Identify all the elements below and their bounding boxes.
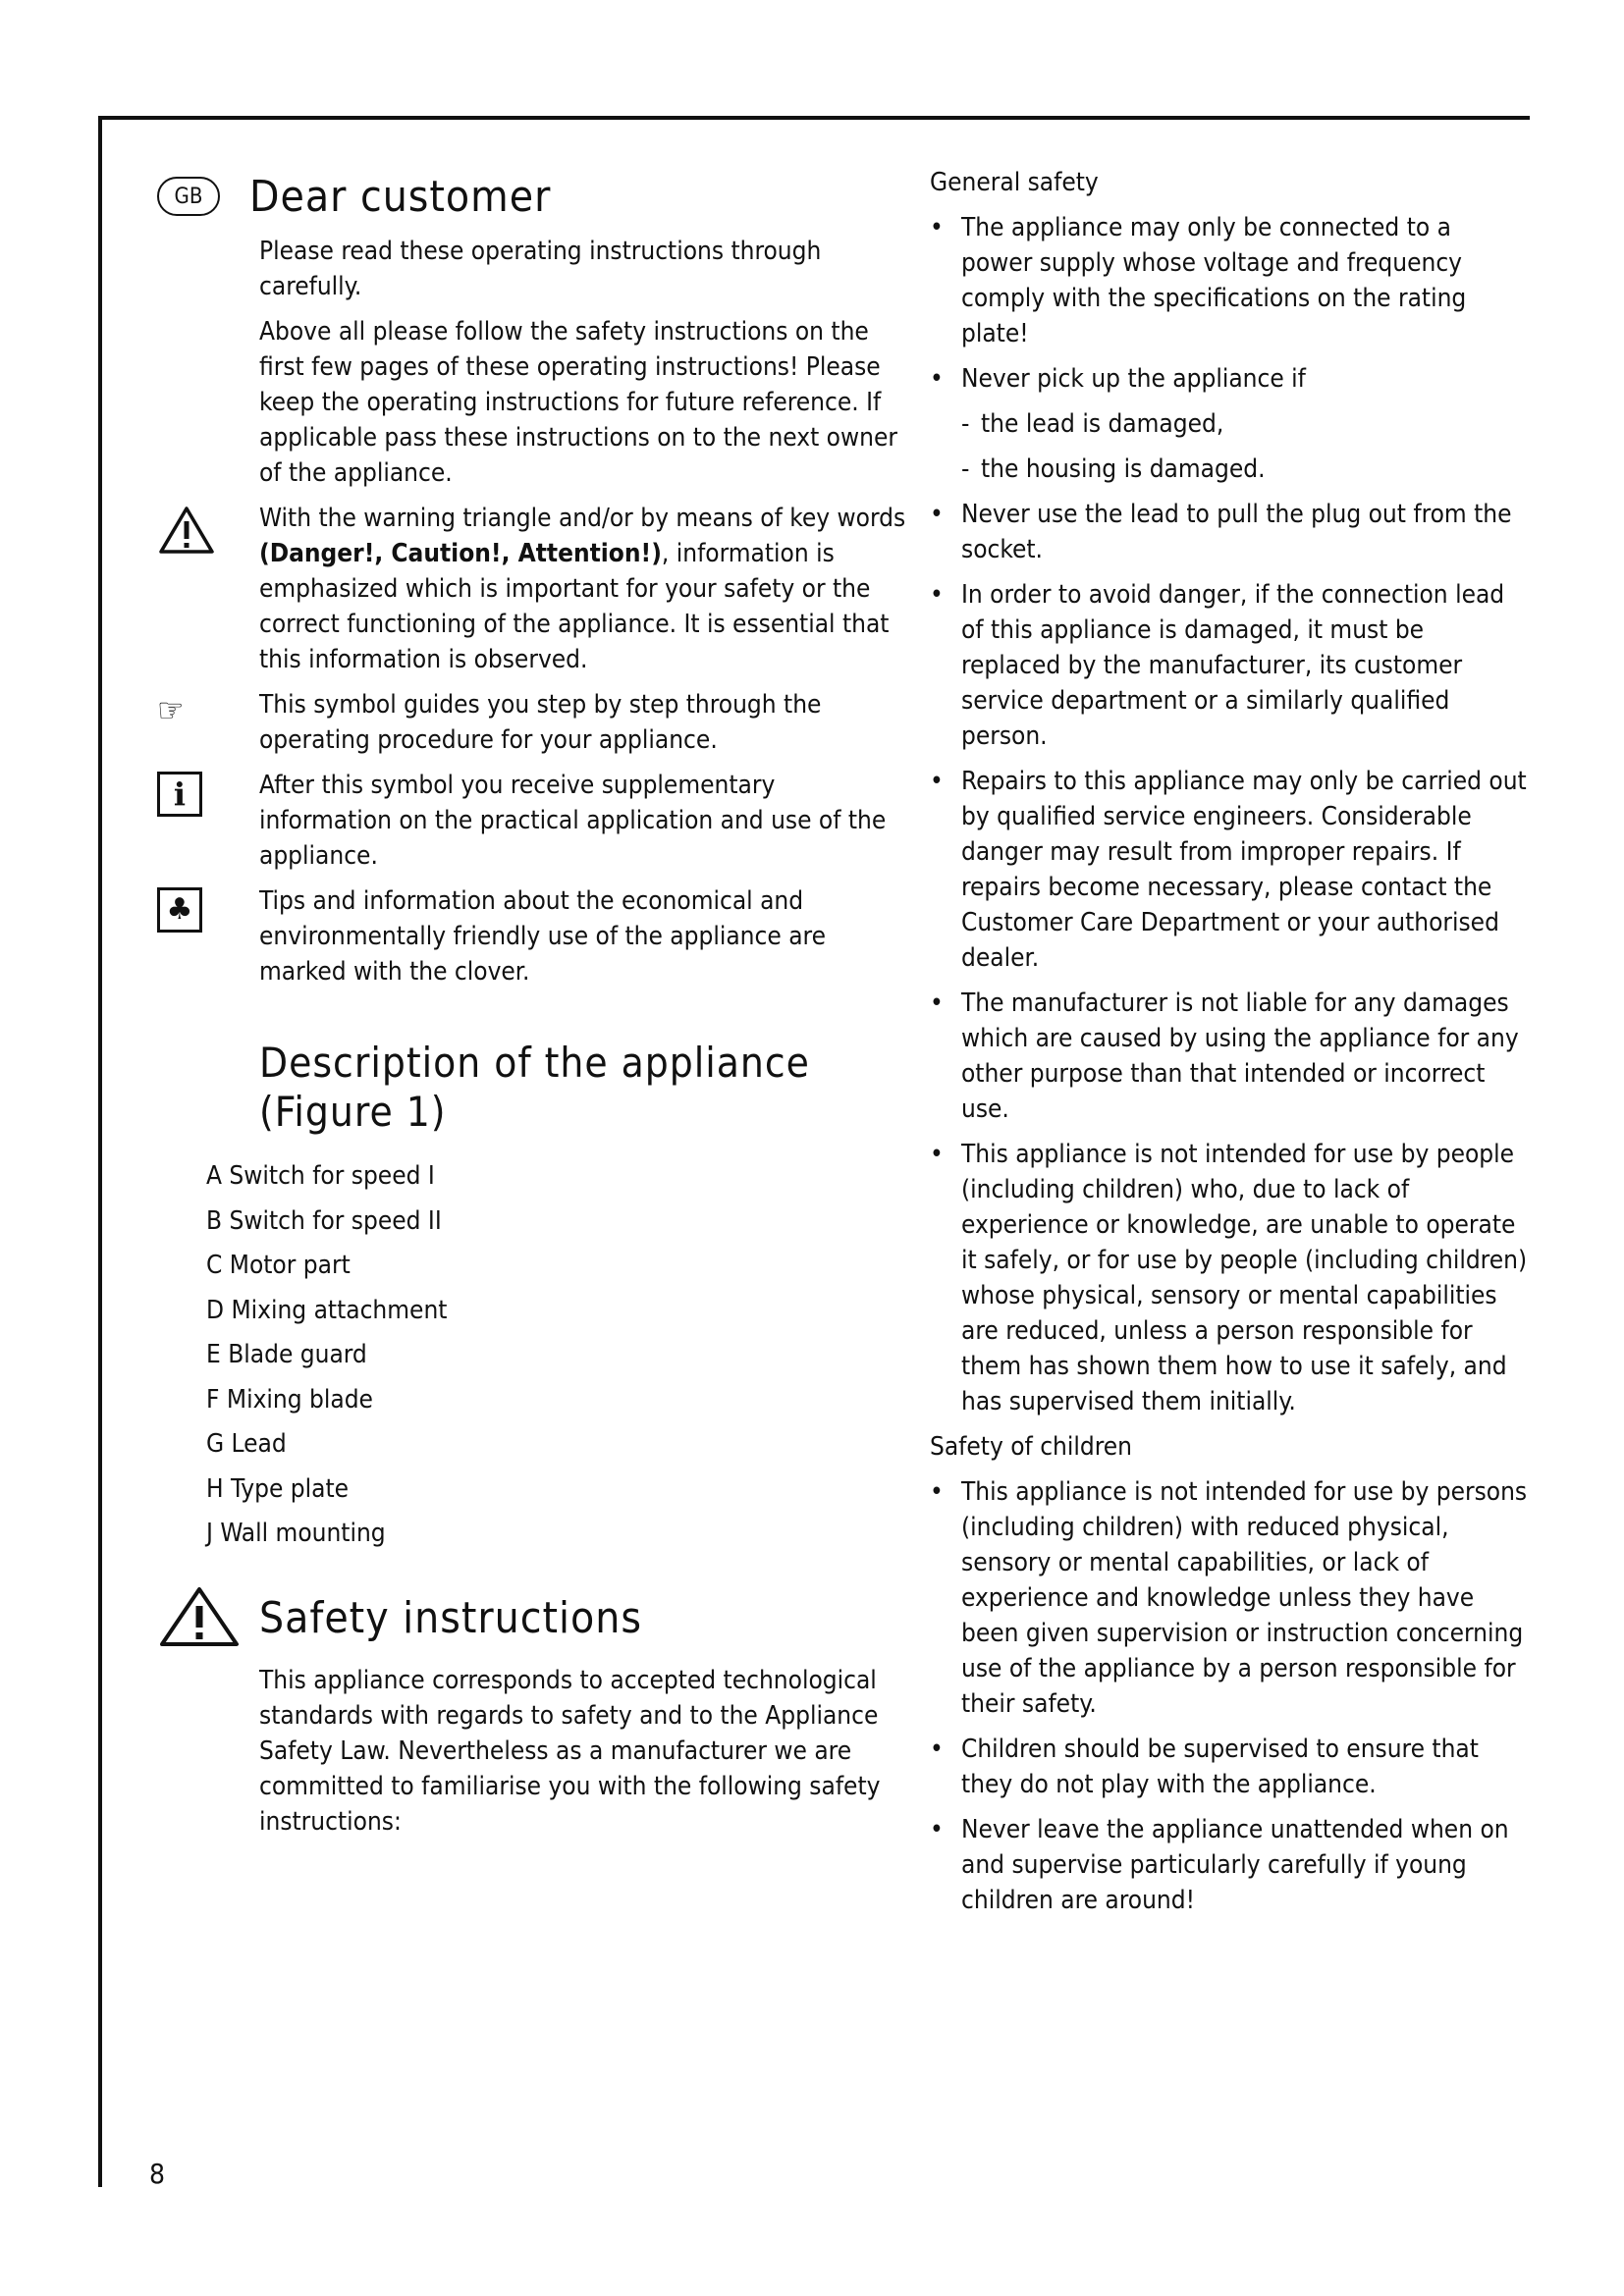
bullet-item: • In order to avoid danger, if the connection lead of this appliance is damaged, it must be replaced by the manufacturer, its customer service department or a similarly qualified person.	[930, 580, 1505, 751]
clover-note	[157, 883, 913, 989]
parts-list-item: J Wall mounting	[206, 1519, 386, 1548]
warning-text: With the warning triangle and/or by means of key words (Danger!, Caution!, Attention!), information is emphasized which is important for your safety or the correct functioning of the appliance. It is essential that this information is observed.	[259, 504, 906, 674]
dear-customer-heading-row	[157, 165, 913, 228]
page-number: 8	[149, 2158, 166, 2190]
clover-icon: ♣	[157, 883, 259, 933]
bullet-item: • The appliance may only be connected to a power supply whose voltage and frequency comply with the specifications on the rating plate!	[930, 213, 1467, 348]
hand-note	[157, 687, 913, 758]
safety-heading-row	[157, 1584, 913, 1653]
bullet-item: • This appliance is not intended for use by people (including children) who, due to lack of experience or knowledge, are unable to operate it safely, or for use by people (including children) whose physical, sensory or mental capabilities are reduced, unless a person responsible for them has shown them how to use it safely, and has supervised them initially.	[930, 1140, 1528, 1416]
dear-customer-title: Dear customer	[249, 171, 552, 222]
hand-note-text: This symbol guides you step by step through the operating procedure for your appliance.	[259, 690, 822, 755]
bullet-item: • The manufacturer is not liable for any damages which are caused by using the appliance for any other purpose than that intended or incorrect use.	[930, 988, 1519, 1124]
general-safety-heading: General safety	[930, 168, 1099, 197]
sub-item: - the lead is damaged,	[961, 409, 1224, 439]
safety-intro-text: This appliance corresponds to accepted technological standards with regards to safety and to the Appliance Safety Law. Nevertheless as a manufacturer we are committed to familiarise you with the following safety instructions:	[259, 1665, 881, 1837]
parts-list-item: A Switch for speed I	[206, 1161, 435, 1191]
bullet-item: • Never use the lead to pull the plug out from the socket.	[930, 500, 1512, 564]
frame-left-rule	[98, 116, 102, 2187]
info-note	[157, 768, 913, 874]
clover-note-text: Tips and information about the economical and environmentally friendly use of the appliance are marked with the clover.	[259, 886, 826, 987]
parts-list-item: B Switch for speed II	[206, 1205, 442, 1236]
warning-note	[157, 501, 913, 677]
parts-list	[206, 1154, 913, 1557]
sub-item: - the housing is damaged.	[961, 454, 1266, 484]
right-column	[930, 165, 1529, 1928]
safety-of-children-heading: Safety of children	[930, 1432, 1133, 1462]
bullet-item: • Never leave the appliance unattended when on and supervise particularly carefully if young children are around!	[930, 1815, 1509, 1915]
pointing-hand-icon: ☞	[157, 691, 185, 730]
parts-list-item: H Type plate	[206, 1473, 350, 1504]
description-title: Description of the appliance (Figure 1)	[259, 1039, 810, 1136]
bullet-item: • Repairs to this appliance may only be carried out by qualified service engineers. Considerable danger may result from improper repairs. If repairs become necessary, please contact the Customer Care Department or your authorised dealer.	[930, 767, 1527, 973]
intro-paragraph-1: Please read these operating instructions through carefully.	[259, 237, 822, 301]
bullet-item: • This appliance is not intended for use by persons (including children) with reduced physical, sensory or mental capabilities, or lack of experience and knowledge unless they have been given supervision or instruction concerning use of the appliance by a person responsible for their safety.	[930, 1477, 1528, 1719]
safety-instructions-title: Safety instructions	[259, 1593, 642, 1643]
parts-list-item: D Mixing attachment	[206, 1295, 448, 1325]
parts-list-item: F Mixing blade	[206, 1384, 373, 1415]
parts-list-item: G Lead	[206, 1429, 287, 1459]
language-badge: GB	[157, 177, 220, 216]
parts-list-item: E Blade guard	[206, 1340, 367, 1369]
left-column	[157, 165, 913, 1849]
bullet-item: • Never pick up the appliance if	[930, 364, 1306, 394]
intro-paragraph-2: Above all please follow the safety instructions on the first few pages of these operating instructions! Please keep the operating instructions for future reference. If applicable pass these instructions on to the next owner of the appliance.	[259, 317, 897, 488]
info-icon: i	[157, 768, 259, 817]
frame-top-rule	[98, 116, 1530, 120]
warning-triangle-icon	[157, 1584, 259, 1653]
warning-triangle-icon	[157, 501, 259, 560]
parts-list-item: C Motor part	[206, 1251, 351, 1280]
bullet-item: • Children should be supervised to ensure that they do not play with the appliance.	[930, 1735, 1479, 1799]
info-note-text: After this symbol you receive supplementary information on the practical application and use of the appliance.	[259, 771, 887, 871]
